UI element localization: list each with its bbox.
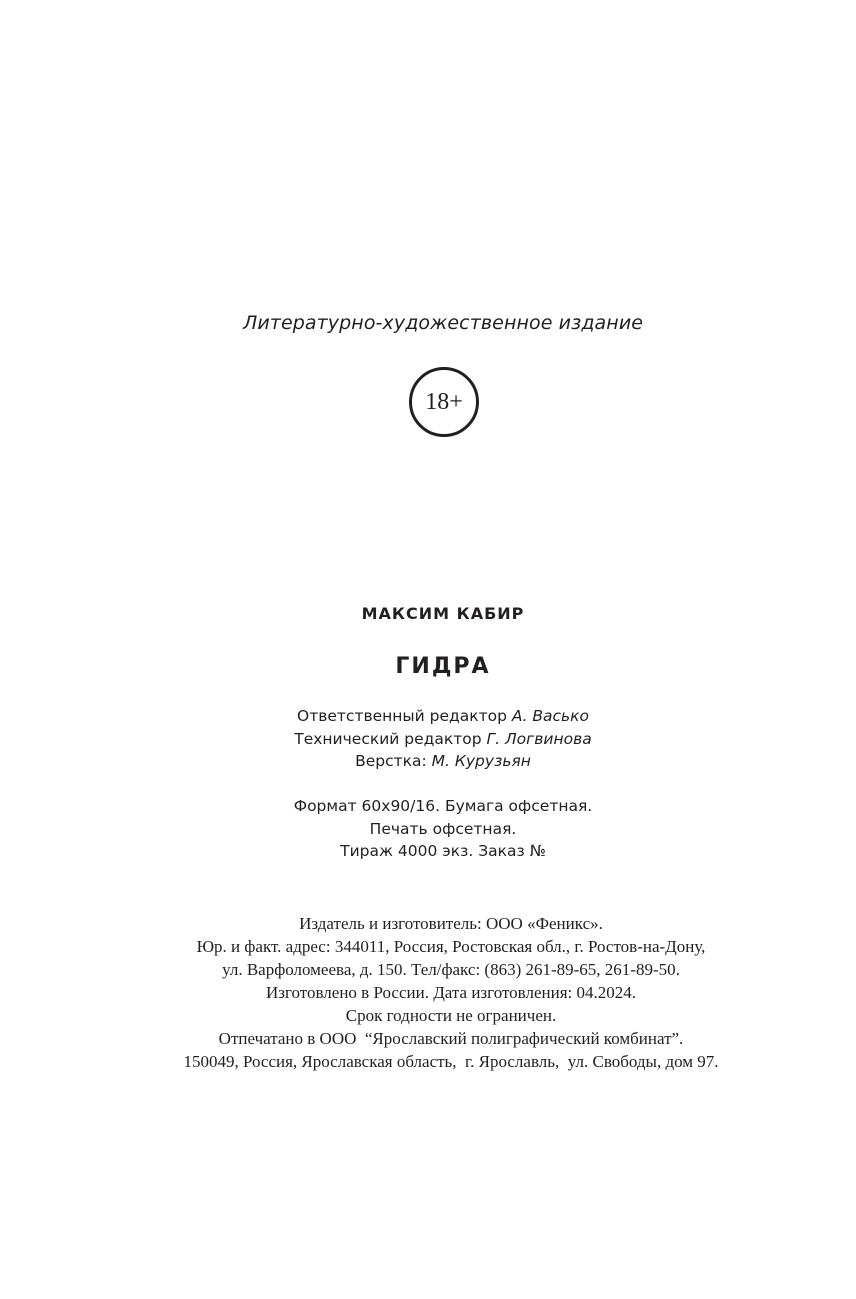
publisher-info-line: Издатель и изготовитель: ООО «Феникс».: [299, 914, 603, 933]
credit-role: Верстка:: [355, 752, 432, 770]
print-spec-line: Тираж 4000 экз. Заказ №: [340, 842, 546, 860]
publisher-info-line: Изготовлено в России. Дата изготовления: 04.2024.: [265, 983, 636, 1002]
credit-line-layout: [0, 750, 856, 773]
credit-role: Технический редактор: [294, 729, 487, 748]
book-title: ГИДРА: [395, 654, 491, 679]
print-spec-line: Формат 60x90/16. Бумага офсетная.: [293, 797, 593, 815]
credit-name: М. Курузьян: [431, 752, 531, 770]
publisher-info-block: [0, 912, 856, 1073]
credit-line-editor: [0, 705, 856, 728]
credit-name: А. Васько: [511, 707, 589, 725]
publisher-info-line: Юр. и факт. адрес: 344011, Россия, Ростовская обл., г. Ростов-на-Дону,: [196, 937, 706, 956]
publisher-info-line: 150049, Россия, Ярославская область, г. Ярославль, ул. Свободы, дом 97.: [183, 1052, 719, 1071]
age-rating-badge: 18+: [409, 367, 479, 437]
publisher-info-line: Срок годности не ограничен.: [345, 1006, 557, 1025]
credits-block: [0, 705, 856, 773]
credit-line-tech-editor: [0, 728, 856, 751]
credit-name: Г. Логвинова: [486, 729, 592, 748]
author-name: МАКСИМ КАБИР: [361, 604, 525, 623]
publisher-info-line: Отпечатано в ООО “Ярославский полиграфический комбинат”.: [218, 1029, 684, 1048]
credit-role: Ответственный редактор: [297, 707, 512, 725]
edition-type: Литературно-художественное издание: [242, 312, 644, 334]
print-spec-block: [0, 795, 856, 863]
publisher-info-line: ул. Варфоломеева, д. 150. Тел/факс: (863) 261-89-65, 261-89-50.: [222, 960, 680, 979]
print-spec-line: Печать офсетная.: [369, 819, 517, 838]
